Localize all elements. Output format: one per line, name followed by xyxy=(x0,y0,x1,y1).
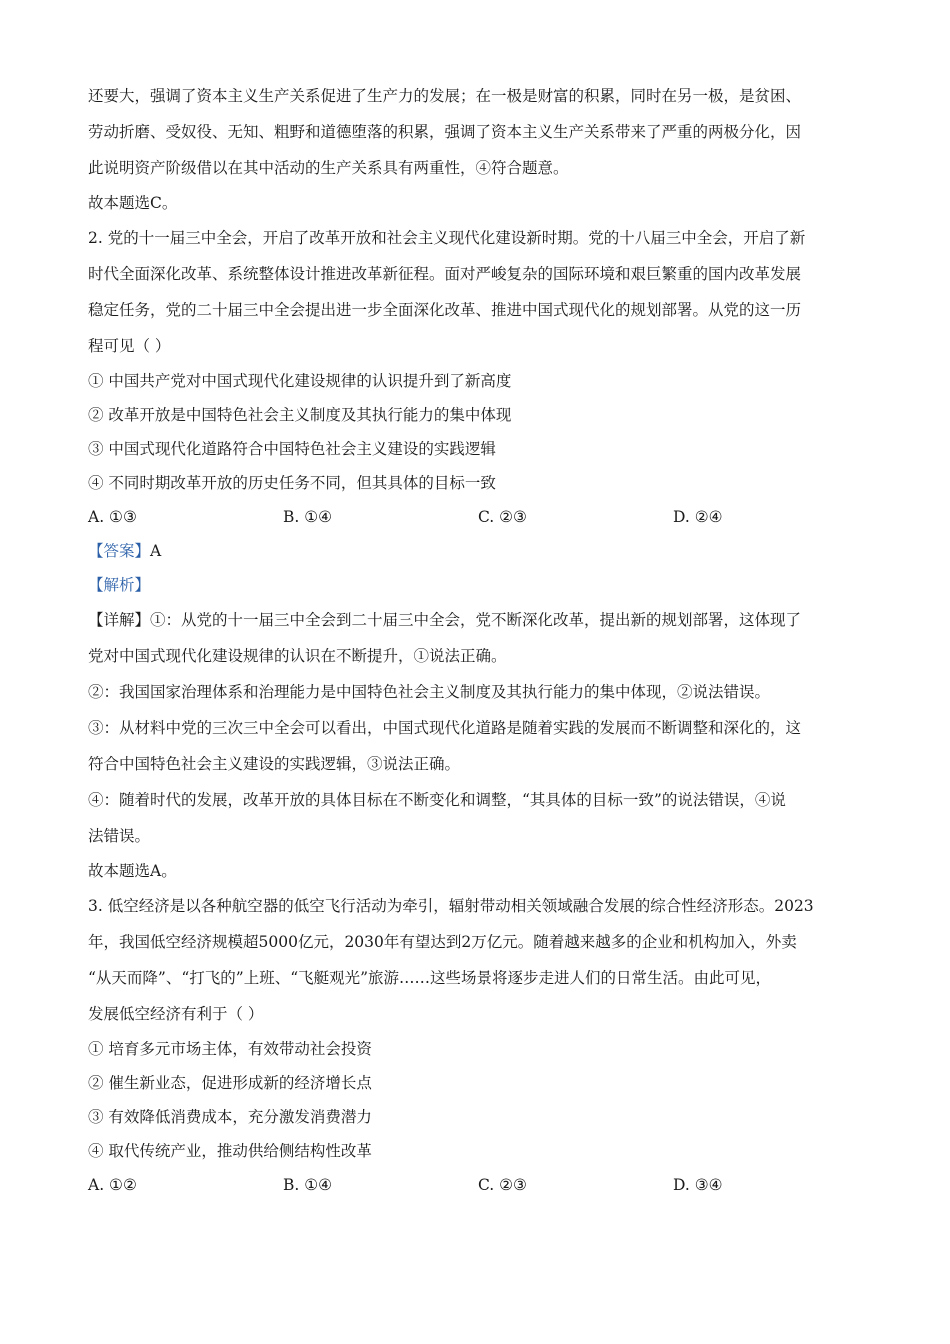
question-2 xyxy=(88,220,868,888)
answer-tag: 【答案】 xyxy=(88,542,151,560)
question-stem-line: 程可见（ ） xyxy=(88,337,171,355)
statement-2: ② 催生新业态，促进形成新的经济增长点 xyxy=(88,1074,372,1092)
detail-line xyxy=(88,602,868,638)
statement-1: ① 培育多元市场主体，有效带动社会投资 xyxy=(88,1040,372,1058)
option-d: D. ③④ xyxy=(673,1176,723,1194)
answer-line xyxy=(88,534,868,568)
option-d: D. ②④ xyxy=(673,508,723,526)
text-line: 此说明资产阶级借以在其中活动的生产关系具有两重性，④符合题意。 xyxy=(88,159,569,177)
detail-line: ④：随着时代的发展，改革开放的具体目标在不断变化和调整，“其具体的目标一致”的说法错误，④说 xyxy=(88,791,786,809)
text-line: 还要大，强调了资本主义生产关系促进了生产力的发展；在一极是财富的积累，同时在另一极，是贫困、 xyxy=(88,87,802,105)
detail-line: ②：我国国家治理体系和治理能力是中国特色社会主义制度及其执行能力的集中体现，②说法错误。 xyxy=(88,683,771,701)
option-a: A. ①② xyxy=(88,1176,137,1194)
statement-4: ④ 不同时期改革开放的历史任务不同，但其具体的目标一致 xyxy=(88,474,496,492)
detail-line: 符合中国特色社会主义建设的实践逻辑，③说法正确。 xyxy=(88,755,461,773)
analysis-line xyxy=(88,568,868,602)
detail-text: ①：从党的十一届三中全会到二十届三中全会，党不断深化改革，提出新的规划部署，这体现了 xyxy=(150,611,802,629)
option-b: B. ①④ xyxy=(283,1176,333,1194)
conclusion-line: 故本题选C。 xyxy=(88,194,178,212)
detail-line: 党对中国式现代化建设规律的认识在不断提升，①说法正确。 xyxy=(88,647,507,665)
statement-3: ③ 中国式现代化道路符合中国特色社会主义建设的实践逻辑 xyxy=(88,440,496,458)
statement-2: ② 改革开放是中国特色社会主义制度及其执行能力的集中体现 xyxy=(88,406,512,424)
conclusion-line: 故本题选A。 xyxy=(88,862,177,880)
previous-answer-explanation xyxy=(88,78,868,220)
analysis-tag: 【解析】 xyxy=(88,576,151,594)
statement-4: ④ 取代传统产业，推动供给侧结构性改革 xyxy=(88,1142,372,1160)
question-3 xyxy=(88,888,868,1202)
question-stem-line: 2. 党的十一届三中全会，开启了改革开放和社会主义现代化建设新时期。党的十八届三中全会，开启了新 xyxy=(88,229,806,247)
question-stem-line: 年，我国低空经济规模超5000亿元，2030年有望达到2万亿元。随着越来越多的企业和机构加入，外卖 xyxy=(88,933,797,951)
option-c: C. ②③ xyxy=(478,1176,527,1194)
answer-value: A xyxy=(150,542,162,560)
question-stem-line: “从天而降”、“打飞的”上班、“飞艇观光”旅游……这些场景将逐步走进人们的日常生活。由此可见， xyxy=(88,969,772,987)
detail-line: 法错误。 xyxy=(88,827,151,845)
option-b: B. ①④ xyxy=(283,508,333,526)
answer-options xyxy=(88,500,868,534)
text-line: 劳动折磨、受奴役、无知、粗野和道德堕落的积累，强调了资本主义生产关系带来了严重的两极分化，因 xyxy=(88,123,802,141)
detail-tag: 【详解】 xyxy=(88,611,151,629)
option-a: A. ①③ xyxy=(88,508,137,526)
statement-3: ③ 有效降低消费成本，充分激发消费潜力 xyxy=(88,1108,372,1126)
document-page xyxy=(88,78,868,1202)
question-stem-line: 时代全面深化改革、系统整体设计推进改革新征程。面对严峻复杂的国际环境和艰巨繁重的国内改革发展 xyxy=(88,265,802,283)
answer-options xyxy=(88,1168,868,1202)
option-c: C. ②③ xyxy=(478,508,527,526)
question-stem-line: 发展低空经济有利于（ ） xyxy=(88,1005,264,1023)
question-stem-line: 3. 低空经济是以各种航空器的低空飞行活动为牵引，辐射带动相关领域融合发展的综合性经济形态。2023 xyxy=(88,897,814,915)
detail-line: ③：从材料中党的三次三中全会可以看出，中国式现代化道路是随着实践的发展而不断调整和深化的，这 xyxy=(88,719,802,737)
question-stem-line: 稳定任务，党的二十届三中全会提出进一步全面深化改革、推进中国式现代化的规划部署。从党的这一历 xyxy=(88,301,802,319)
statement-1: ① 中国共产党对中国式现代化建设规律的认识提升到了新高度 xyxy=(88,372,512,390)
